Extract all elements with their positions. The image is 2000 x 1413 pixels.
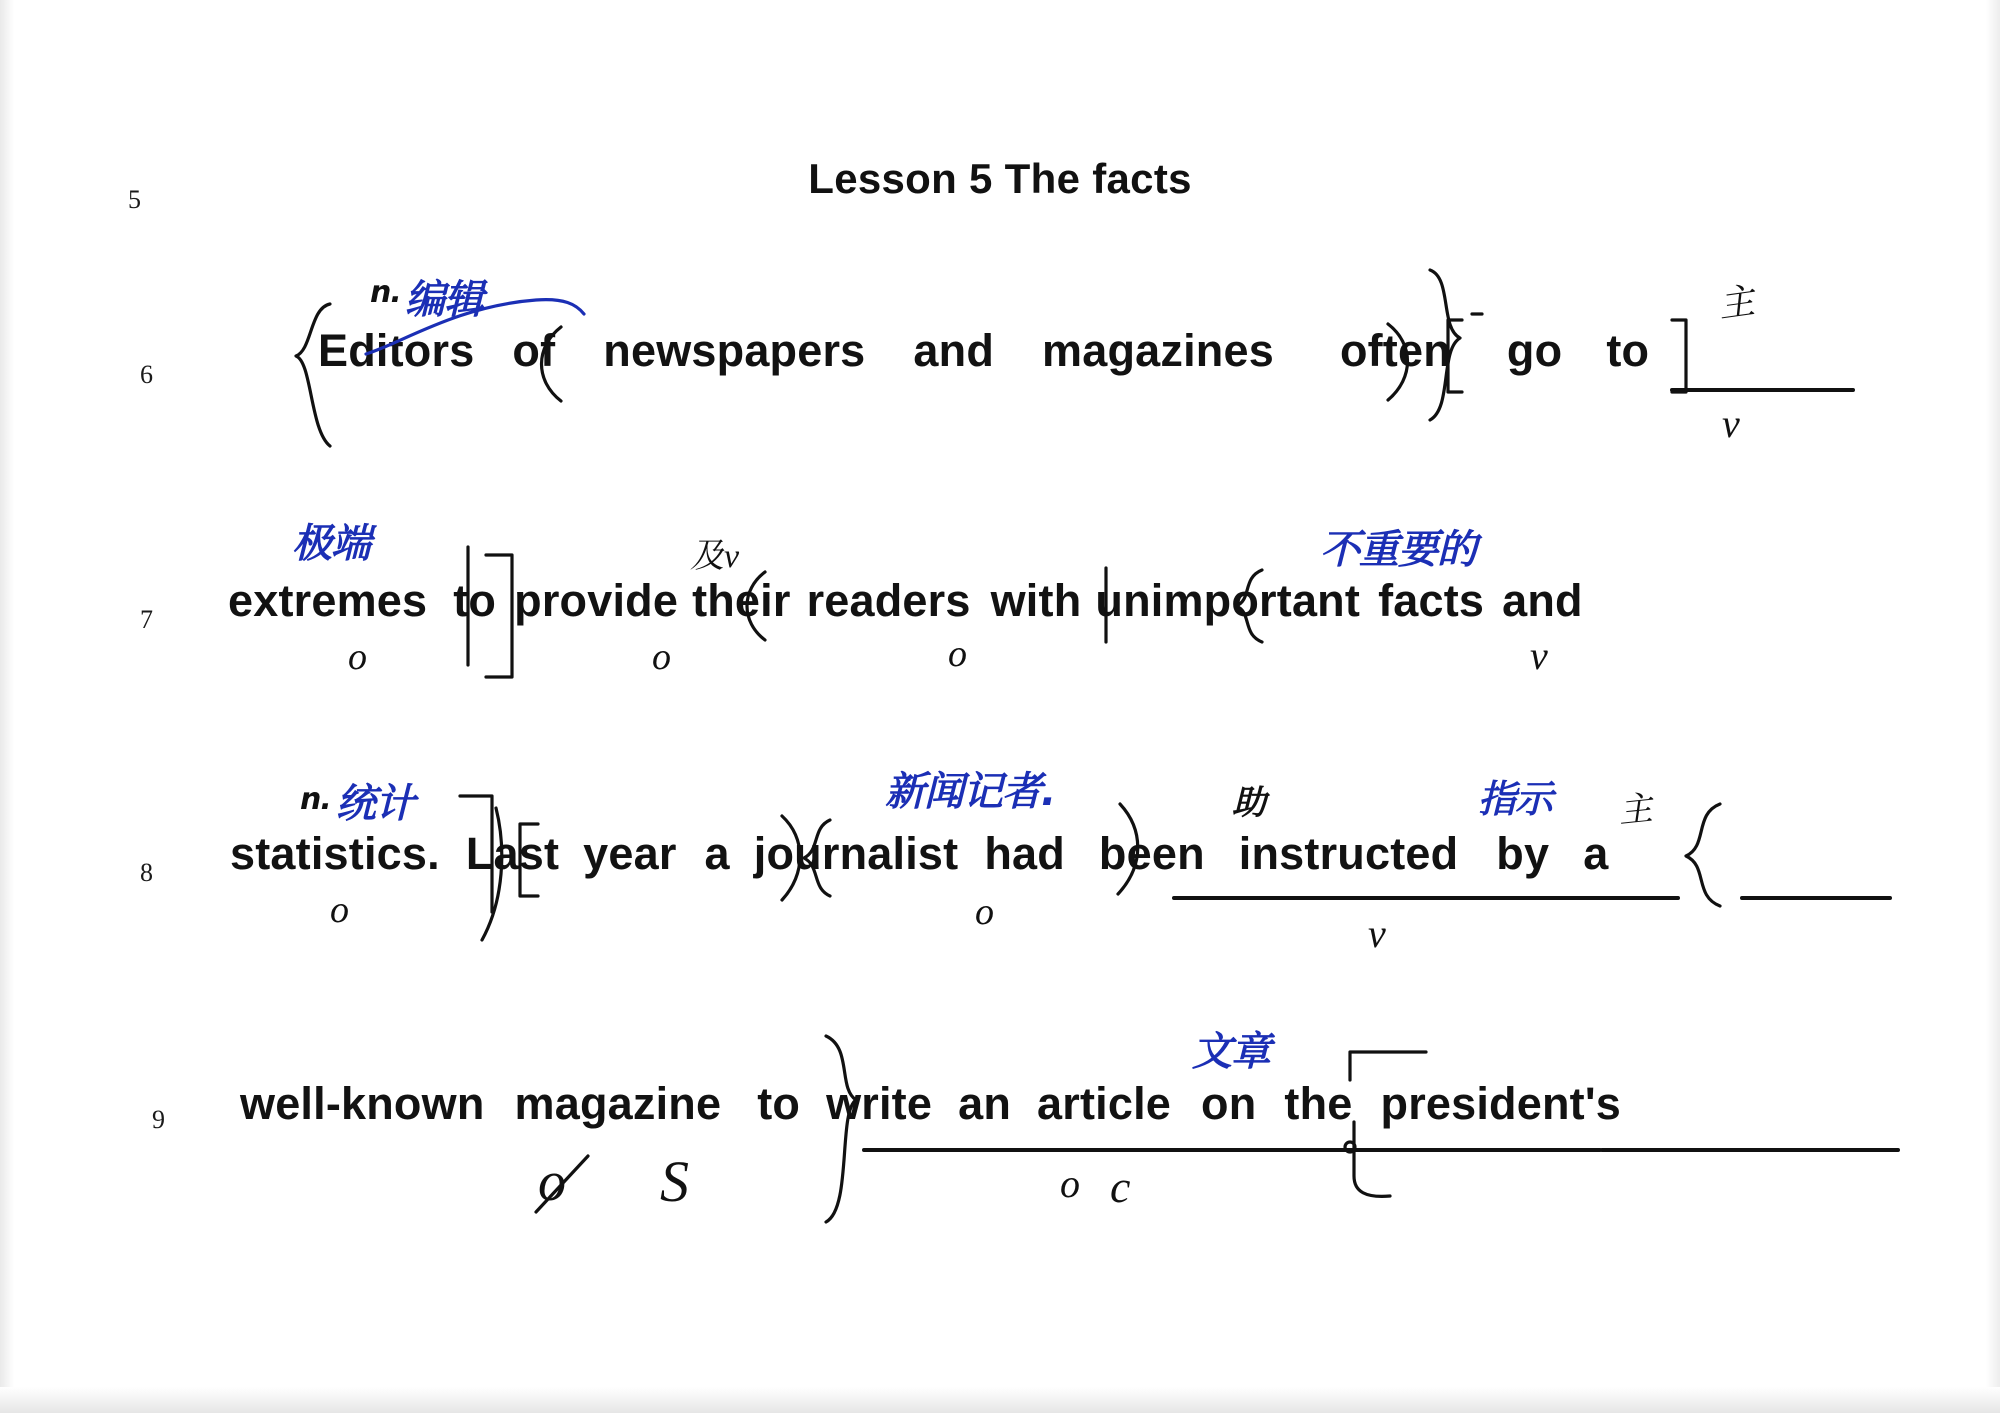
word-a: a: [1583, 828, 1609, 879]
ink-underline-the-presidents: [1600, 1148, 1900, 1152]
word-last: Last: [465, 828, 560, 879]
word-and: and: [913, 325, 995, 376]
word-to: to: [453, 575, 497, 626]
word-magazine: magazine: [514, 1078, 722, 1129]
annotation-pos-n-editors: n.: [370, 275, 401, 310]
line-number-9: 9: [152, 1105, 165, 1134]
annotation-gloss-extremes: 极端: [292, 521, 370, 567]
ink-brace-a-journalist: [798, 818, 838, 900]
ink-bracket-extremes: [460, 545, 524, 705]
word-had: had: [984, 828, 1065, 879]
word-readers: readers: [806, 575, 971, 626]
annotation-transitive-verb-marker-provide: 及v: [690, 538, 740, 575]
word-go: go: [1506, 325, 1563, 376]
line-number-7: 7: [140, 605, 153, 634]
ink-paren-provide: [735, 570, 775, 642]
word-article: article: [1037, 1078, 1171, 1129]
annotation-gloss-editors: 编辑: [405, 277, 483, 323]
word-extremes: extremes: [228, 575, 428, 626]
annotation-verb-marker-unimportant: v: [1530, 633, 1548, 678]
line-number-5: 5: [128, 185, 141, 214]
ink-brace-magazine: [812, 1030, 868, 1230]
ink-paren-of-open: [525, 325, 571, 403]
word-presidents: president's: [1380, 1078, 1621, 1129]
scan-edge-bottom: [0, 1387, 2000, 1413]
ink-brace-line6-left: [290, 300, 350, 460]
ink-dot-on: [1338, 1135, 1364, 1161]
word-the: the: [1284, 1078, 1353, 1129]
word-with: with: [990, 575, 1082, 626]
ink-underline-go-to: [1670, 388, 1855, 392]
word-by: by: [1496, 828, 1550, 879]
annotation-gloss-instructed: 指示: [1478, 777, 1553, 821]
word-on: on: [1201, 1078, 1257, 1129]
ink-paren-journalist-close: [1110, 800, 1154, 898]
annotation-gloss-article: 文章: [1192, 1029, 1270, 1075]
word-provide: provide: [514, 575, 679, 626]
ink-underline-had-been-instructed: [1172, 896, 1680, 900]
ink-underline-to-write-an-article: [862, 1148, 1602, 1152]
scan-edge-left: [0, 0, 14, 1413]
annotation-subject-marker-instructed: 主: [1616, 790, 1655, 831]
ink-bracket-statistics: [452, 790, 512, 970]
word-unimportant: unimportant: [1095, 575, 1361, 626]
annotation-object-marker-readers: o: [948, 633, 967, 675]
word-instructed: instructed: [1238, 828, 1459, 879]
annotation-crossed-object-marker-wellknown: o: [538, 1151, 566, 1213]
annotation-verb-marker-instructed: v: [1368, 911, 1386, 956]
word-year: year: [583, 828, 677, 879]
word-to: to: [757, 1078, 801, 1129]
word-newspapers: newspapers: [603, 325, 866, 376]
ink-strikethrough-marker: [530, 1150, 600, 1220]
annotation-complement-marker-write: c: [1110, 1161, 1131, 1212]
word-and: and: [1502, 575, 1583, 626]
annotation-object-marker-write: o: [1060, 1161, 1080, 1206]
word-journalist: journalist: [753, 828, 959, 879]
annotation-gloss-unimportant: 不重要的: [1320, 527, 1476, 573]
page-title: Lesson 5 The facts: [808, 155, 1192, 202]
annotation-gloss-journalist: 新闻记者.: [885, 769, 1056, 815]
annotation-subject-marker-magazine: S: [660, 1149, 689, 1214]
annotation-object-marker-extremes: o: [348, 636, 367, 678]
annotation-auxiliary-marker-had: 助: [1232, 783, 1265, 823]
line-number-8: 8: [140, 858, 153, 887]
word-well-known: well-known: [240, 1078, 485, 1129]
scan-edge-right: [1986, 0, 2000, 1413]
word-often: often: [1339, 325, 1451, 376]
text-line-7: [228, 575, 1583, 627]
line-number-6: 6: [140, 360, 153, 389]
annotation-gloss-statistics: 统计: [336, 781, 414, 827]
word-of: of: [512, 325, 556, 376]
annotation-object-marker-statistics: o: [330, 889, 349, 931]
word-magazines: magazines: [1042, 325, 1274, 376]
annotation-verb-marker-go: v: [1722, 401, 1740, 446]
word-write: write: [826, 1078, 933, 1129]
text-line-8: [230, 828, 1608, 880]
annotation-pos-n-statistics: n.: [300, 782, 331, 817]
ink-brace-with-unimportant: [1228, 568, 1270, 644]
annotation-object-marker-journalist: o: [975, 891, 994, 933]
word-statistics: statistics.: [230, 828, 440, 879]
ink-bracket-last-open: [508, 818, 548, 902]
word-editors: Editors: [318, 325, 475, 376]
ink-bracket-often: [1444, 310, 1694, 402]
word-been: been: [1098, 828, 1205, 879]
word-their: their: [692, 575, 791, 626]
ink-hook-on: [1318, 1120, 1408, 1210]
word-a: a: [704, 828, 730, 879]
ink-divider-readers: [1090, 566, 1122, 646]
word-to: to: [1606, 325, 1650, 376]
ink-brace-instructed-by: [1676, 800, 1732, 910]
annotation-subject-marker-go: 主: [1715, 280, 1757, 326]
annotation-object-marker-provide: o: [652, 636, 671, 678]
word-an: an: [958, 1078, 1012, 1129]
ink-underline-by-a: [1740, 896, 1892, 900]
word-facts: facts: [1378, 575, 1485, 626]
